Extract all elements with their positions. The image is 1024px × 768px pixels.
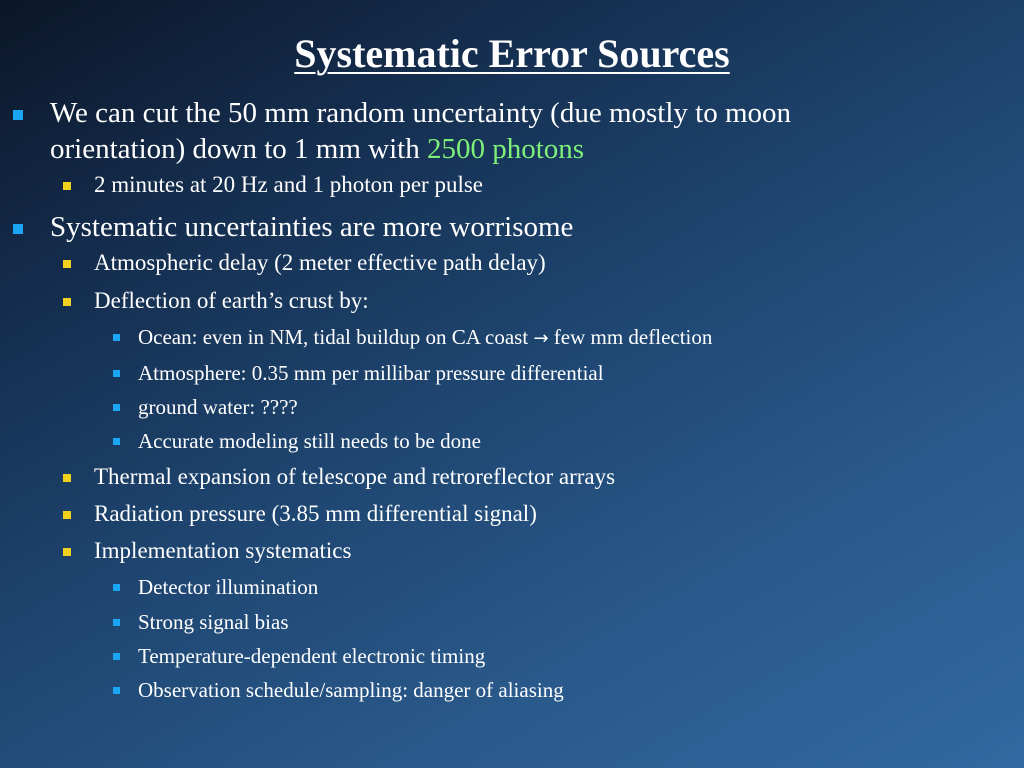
sub-bullet-text: Thermal expansion of telescope and retroreflector arrays (94, 464, 616, 489)
square-bullet-icon (113, 687, 120, 694)
bullet-text-line2 (50, 131, 1024, 167)
square-bullet-icon (13, 224, 23, 234)
sub-sub-bullet-text: Strong signal bias (138, 610, 289, 634)
sub-sub-bullet-text: Observation schedule/sampling: danger of aliasing (138, 678, 564, 702)
square-bullet-icon (13, 110, 23, 120)
slide-title: Systematic Error Sources (294, 31, 730, 76)
sub-bullet-text: Deflection of earth’s crust by: (94, 288, 369, 313)
ocean-text-suffix: few mm deflection (548, 325, 713, 349)
sub-bullet-thermal-expansion (0, 463, 1024, 491)
sub-sub-bullet-text: Atmosphere: 0.35 mm per millibar pressure differential (138, 361, 604, 385)
bullet-text: Systematic uncertainties are more worrisome (50, 211, 574, 243)
sub-sub-bullet-schedule (0, 677, 1024, 703)
square-bullet-icon (113, 404, 120, 411)
right-arrow-icon: → (533, 328, 549, 349)
sub-sub-bullet-text: ground water: ???? (138, 395, 298, 419)
sub-sub-bullet-ocean (0, 324, 1024, 352)
square-bullet-icon (63, 474, 71, 482)
sub-bullet-atmospheric-delay (0, 249, 1024, 277)
sub-bullet-text: 2 minutes at 20 Hz and 1 photon per pulse (94, 172, 484, 197)
bullet-list (0, 95, 1024, 703)
sub-bullet-radiation-pressure (0, 500, 1024, 528)
sub-bullet-text: Implementation systematics (94, 538, 352, 563)
square-bullet-icon (113, 619, 120, 626)
square-bullet-icon (63, 182, 71, 190)
sub-bullet-deflection (0, 287, 1024, 315)
sub-sub-bullet-ground-water (0, 394, 1024, 420)
bullet-text-line2-prefix: orientation) down to 1 mm with (50, 133, 427, 165)
sub-sub-bullet-text: Detector illumination (138, 575, 319, 599)
sub-bullet-implementation (0, 537, 1024, 565)
sub-sub-bullet-text: Temperature-dependent electronic timing (138, 644, 486, 668)
square-bullet-icon (113, 370, 120, 377)
square-bullet-icon (113, 653, 120, 660)
sub-sub-bullet-signal-bias (0, 609, 1024, 635)
sub-bullet-text: Atmospheric delay (2 meter effective path delay) (94, 250, 546, 275)
square-bullet-icon (113, 438, 120, 445)
square-bullet-icon (63, 511, 71, 519)
square-bullet-icon (113, 334, 120, 341)
sub-sub-bullet-text: Accurate modeling still needs to be done (138, 429, 481, 453)
square-bullet-icon (113, 584, 120, 591)
sub-sub-bullet-detector (0, 574, 1024, 600)
sub-sub-bullet-atmosphere (0, 360, 1024, 386)
sub-sub-bullet-timing (0, 643, 1024, 669)
sub-bullet-minutes (0, 171, 1024, 199)
ocean-text-prefix: Ocean: even in NM, tidal buildup on CA coast (138, 325, 534, 349)
photons-highlight: 2500 photons (426, 133, 585, 165)
bullet-random-uncertainty (0, 95, 1024, 167)
bullet-systematic-uncertainties (0, 209, 1024, 245)
square-bullet-icon (63, 548, 71, 556)
sub-sub-bullet-modeling (0, 428, 1024, 454)
square-bullet-icon (63, 298, 71, 306)
bullet-text-line1: We can cut the 50 mm random uncertainty (due mostly to moon (50, 97, 792, 129)
sub-bullet-text: Radiation pressure (3.85 mm differential signal) (94, 501, 537, 526)
square-bullet-icon (63, 260, 71, 268)
